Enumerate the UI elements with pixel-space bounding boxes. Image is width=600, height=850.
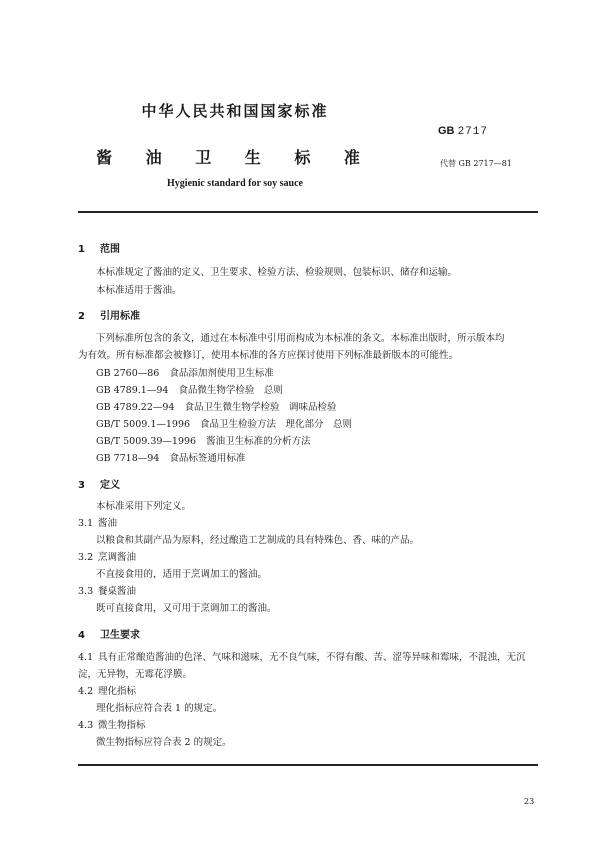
requirement-4-3-text: 微生物指标应符合表 2 的规定。 [96,737,232,748]
section-3-heading [78,476,120,491]
definition-term [78,549,136,563]
definition-number: 3.2 [78,552,94,563]
reference-item [96,433,311,447]
requirement-4-3-heading [78,717,146,731]
reference-item [96,450,245,464]
reference-code: GB/T 5009.39—1996 [96,436,197,447]
document-title: 酱 油 卫 生 标 准 [96,148,374,167]
reference-code: GB 4789.22—94 [96,402,175,413]
section-3-number: 3 [78,480,85,491]
header-divider [78,211,538,213]
reference-code: GB/T 5009.1—1996 [96,419,191,430]
section-1-heading [78,240,120,255]
definition-term-label: 酱油 [98,518,118,529]
definition-number: 3.3 [78,586,94,597]
national-standard-label: 中华人民共和国国家标准 [141,102,329,120]
requirement-4-2-number: 4.2 [78,686,94,697]
section-2-heading [78,307,140,322]
english-title: Hygienic standard for soy sauce [167,178,303,189]
definition-term [78,515,117,529]
reference-code: GB 2760—86 [96,368,160,379]
requirement-4-2-title: 理化指标 [98,686,137,697]
reference-item [96,399,336,413]
section-4-number: 4 [78,630,85,641]
definition-text: 不直接食用的，适用于烹调加工的酱油。 [96,569,268,580]
requirement-4-1-number: 4.1 [78,652,94,663]
section-1-paragraph-1: 本标准规定了酱油的定义、卫生要求、检验方法、检验规则、包装标识、储存和运输。 [96,267,458,278]
page-number: 23 [524,797,535,806]
definition-text: 既可直接食用，又可用于烹调加工的酱油。 [96,603,277,614]
definition-term-label: 餐桌酱油 [98,586,137,597]
definition-term [78,583,136,597]
requirement-4-3-number: 4.3 [78,720,94,731]
definition-number: 3.1 [78,518,94,529]
section-3-title: 定义 [100,480,120,491]
section-2-number: 2 [78,311,85,322]
standard-code [438,125,488,138]
reference-name: 食品卫生检验方法 理化部分 总则 [200,419,353,430]
reference-name: 食品标签通用标准 [169,453,246,464]
requirement-4-1-line-1 [78,649,526,663]
requirement-4-1-line-2: 淀，无异物，无霉花浮膜。 [78,669,193,680]
reference-item [96,416,352,430]
reference-code: GB 7718—94 [96,453,160,464]
section-2-title: 引用标准 [100,311,140,322]
section-1-paragraph-2: 本标准适用于酱油。 [96,285,182,296]
section-4-title: 卫生要求 [100,630,140,641]
definition-text: 以粮食和其副产品为原料，经过酿造工艺制成的具有特殊色、香、味的产品。 [96,535,420,546]
reference-item [96,382,283,396]
standard-code-number: 2717 [457,126,488,138]
standard-code-prefix: GB [438,125,455,137]
section-1-title: 范围 [100,244,120,255]
requirement-4-2-heading [78,683,136,697]
reference-item [96,365,274,379]
reference-name: 食品微生物学检验 总则 [178,385,283,396]
footer-divider [78,764,538,766]
section-1-number: 1 [78,244,85,255]
reference-name: 食品卫生微生物学检验 调味品检验 [184,402,337,413]
requirement-4-3-title: 微生物指标 [98,720,146,731]
reference-name: 食品添加剂使用卫生标准 [169,368,274,379]
reference-name: 酱油卫生标准的分析方法 [206,436,311,447]
section-2-intro-line-1: 下列标准所包含的条文，通过在本标准中引用而构成为本标准的条文。本标准出版时，所示版本均 [96,333,505,344]
section-3-intro: 本标准采用下列定义。 [96,501,192,512]
section-4-heading [78,626,140,641]
section-2-intro-line-2: 为有效。所有标准都会被修订，使用本标准的各方应探讨使用下列标准最新版本的可能性。 [78,350,459,361]
replaces-note: 代替 GB 2717—81 [440,159,512,168]
requirement-4-1-text: 具有正常酿造酱油的色泽、气味和滋味，无不良气味，不得有酸、苦、涩等异味和霉味，不混浊，无沉 [98,652,526,663]
requirement-4-2-text: 理化指标应符合表 1 的规定。 [96,703,223,714]
definition-term-label: 烹调酱油 [98,552,137,563]
reference-code: GB 4789.1—94 [96,385,169,396]
